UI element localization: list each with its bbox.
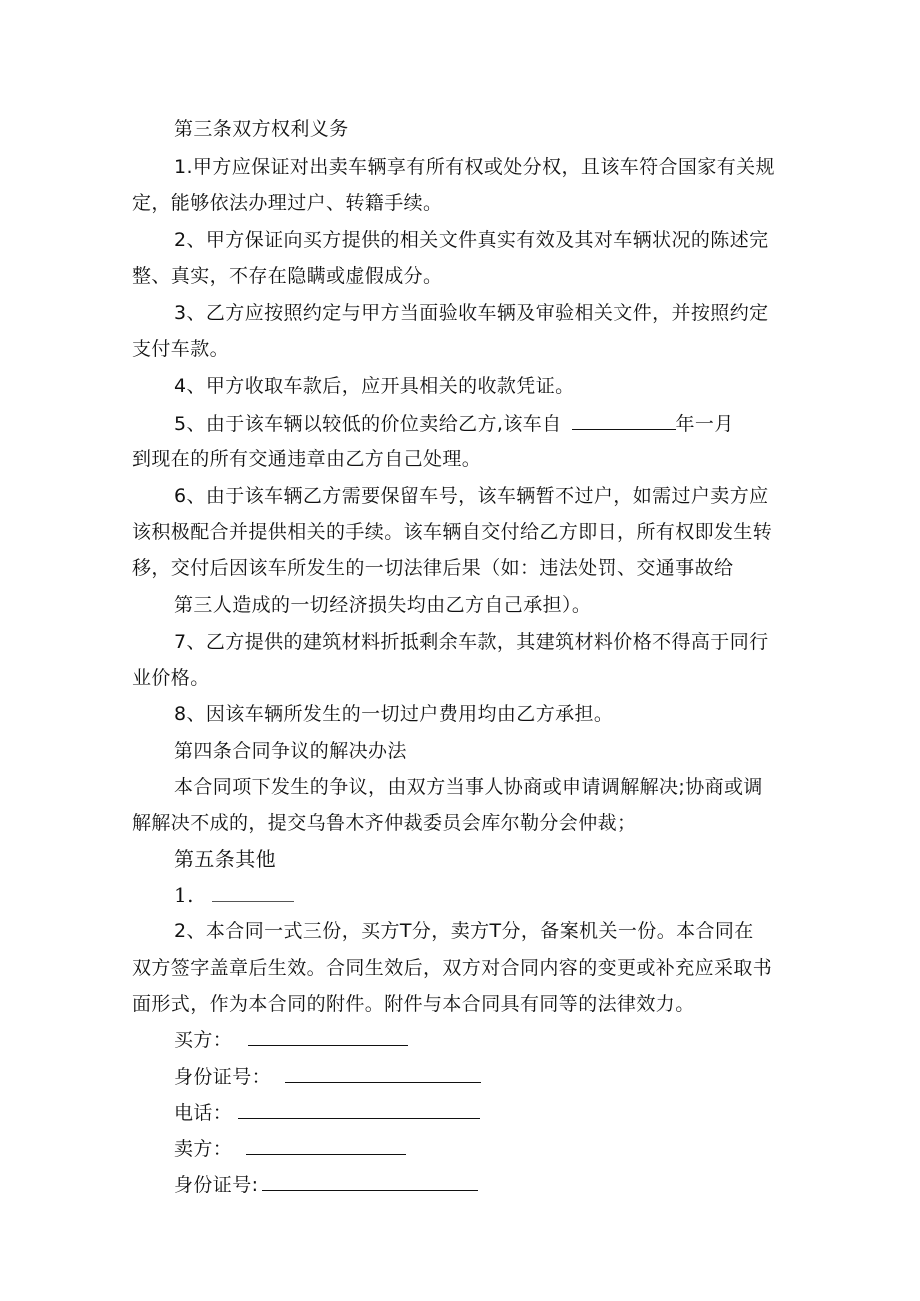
- article3-item5-line1: [174, 411, 734, 436]
- article4-text-line1: 本合同项下发生的争议，由双方当事人协商或申请调解解决;协商或调: [174, 776, 763, 798]
- article5-item1: [174, 883, 294, 907]
- year-blank: [572, 411, 676, 430]
- article3-item6-line1: 6、由于该车辆乙方需要保留车号，该车辆暂不过户，如需过户卖方应: [174, 485, 769, 507]
- buyer-signature-line: [174, 1027, 408, 1052]
- item5-suffix: 年一月: [675, 413, 734, 435]
- article3-item1-line2: 定，能够依法办理过户、转籍手续。: [132, 192, 443, 214]
- article4-text-line2: 解解决不成的，提交乌鲁木齐仲裁委员会库尔勒分会仲裁；: [132, 812, 637, 834]
- article5-item1-blank: [212, 883, 294, 902]
- article3-item5-line2: 到现在的所有交通违章由乙方自己处理。: [132, 448, 482, 470]
- article3-item6-line4: 第三人造成的一切经济损失均由乙方自己承担）。: [174, 594, 592, 616]
- buyer-label: 买方：: [174, 1029, 233, 1051]
- article3-item2-line2: 整、真实，不存在隐瞒或虚假成分。: [132, 265, 443, 287]
- phone-line: [174, 1100, 480, 1125]
- buyer-id-blank: [285, 1064, 481, 1083]
- article5-heading: 第五条其他: [174, 847, 276, 871]
- seller-id-label: 身份证号:: [174, 1174, 259, 1196]
- phone-label: 电话：: [174, 1102, 233, 1124]
- article4-heading: 第四条合同争议的解决办法: [174, 740, 407, 762]
- buyer-id-line: [174, 1064, 481, 1089]
- seller-signature-line: [174, 1136, 406, 1161]
- article3-item6-line3: 移，交付后因该车所发生的一切法律后果（如：违法处罚、交通事故给: [132, 557, 734, 579]
- seller-label: 卖方：: [174, 1138, 233, 1160]
- article3-item7-line1: 7、乙方提供的建筑材料折抵剩余车款，其建筑材料价格不得高于同行: [174, 631, 769, 653]
- article3-item8: 8、因该车辆所发生的一切过户费用均由乙方承担。: [174, 703, 614, 725]
- article5-item1-prefix: 1.: [174, 883, 194, 907]
- article3-item1-line1: 1.甲方应保证对出卖车辆享有所有权或处分权，且该车符合国家有关规: [174, 156, 775, 178]
- article3-item3-line2: 支付车款。: [132, 338, 230, 360]
- article3-item6-line2: 该积极配合并提供相关的手续。该车辆自交付给乙方即日，所有权即发生转: [132, 521, 773, 543]
- article5-item2-line3: 面形式，作为本合同的附件。附件与本合同具有同等的法律效力。: [132, 993, 695, 1015]
- article3-item4: 4、甲方收取车款后，应开具相关的收款凭证。: [174, 375, 575, 397]
- buyer-id-label: 身份证号：: [174, 1066, 272, 1088]
- seller-id-blank: [262, 1172, 478, 1191]
- article5-item2-line2: 双方签字盖章后生效。合同生效后，双方对合同内容的变更或补充应采取书: [132, 957, 773, 979]
- article5-item2-line1: 2、本合同一式三份，买方T分，卖方T分，备案机关一份。本合同在: [174, 920, 754, 942]
- phone-blank: [238, 1100, 480, 1119]
- seller-blank: [246, 1136, 406, 1155]
- seller-id-line: [174, 1172, 478, 1197]
- item5-prefix: 5、由于该车辆以较低的价位卖给乙方,该车自: [174, 413, 562, 435]
- buyer-blank: [248, 1027, 408, 1046]
- article3-item3-line1: 3、乙方应按照约定与甲方当面验收车辆及审验相关文件，并按照约定: [174, 302, 769, 324]
- article3-item7-line2: 业价格。: [132, 667, 210, 689]
- article3-heading: 第三条双方权利义务: [174, 118, 349, 140]
- article3-item2-line1: 2、甲方保证向买方提供的相关文件真实有效及其对车辆状况的陈述完: [174, 229, 769, 251]
